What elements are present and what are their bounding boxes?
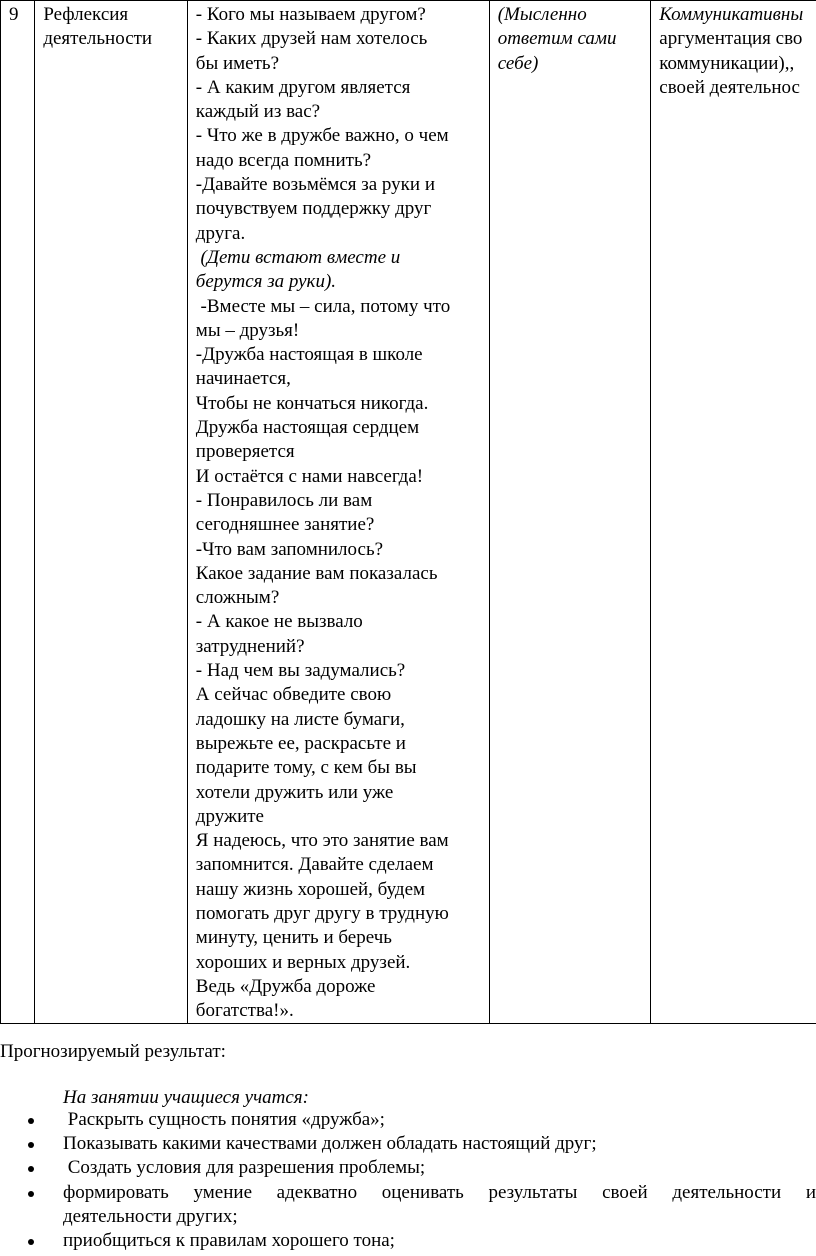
stage-number-cell xyxy=(1,1,35,1024)
teacher-activity-line: -Вместе мы – сила, потому что xyxy=(195,295,451,317)
student-activity-line: (Мысленно xyxy=(497,4,587,25)
bullet-icon xyxy=(28,1166,34,1172)
teacher-activity-line: (Дети встают вместе и xyxy=(195,246,401,268)
teacher-activity-line: - Понравилось ли вам xyxy=(195,489,373,511)
teacher-activity-line: начинается, xyxy=(195,368,291,390)
teacher-activity-line: почувствуем поддержку друг xyxy=(195,198,432,220)
teacher-activity-line: -Дружба настоящая в школе xyxy=(195,344,423,366)
teacher-activity-line: каждый из вас? xyxy=(195,101,321,123)
uud-line: Коммуникативны xyxy=(659,4,804,25)
teacher-activity-line: хотели дружить или уже xyxy=(195,781,394,803)
student-activity-cell xyxy=(489,1,651,1024)
teacher-activity-line: - Над чем вы задумались? xyxy=(195,660,406,682)
teacher-activity-line: ладошку на листе бумаги, xyxy=(195,708,405,730)
teacher-activity-line: хороших и верных друзей. xyxy=(195,951,411,973)
teacher-activity-line: минуту, ценить и беречь xyxy=(195,927,392,949)
teacher-activity-line: затруднений? xyxy=(195,635,305,657)
teacher-activity-line: берутся за руки). xyxy=(195,271,337,293)
student-activity-line: ответим сами xyxy=(497,28,617,50)
teacher-activity-line: -Давайте возьмёмся за руки и xyxy=(195,174,435,196)
result-heading: Прогнозируемый результат: xyxy=(0,1041,226,1062)
list-item xyxy=(0,1181,816,1229)
teacher-activity-cell xyxy=(187,1,489,1024)
teacher-activity-line: сложным? xyxy=(195,587,280,609)
learn-heading: На занятии учащиеся учатся: xyxy=(63,1087,309,1108)
teacher-activity-line: - Каких друзей нам хотелось xyxy=(195,28,428,50)
goal-text: приобщиться к правилам хорошего тона; xyxy=(63,1230,395,1252)
uud-line: своей деятельнос xyxy=(659,76,800,98)
teacher-activity-line: подарите тому, с кем бы вы xyxy=(195,757,417,779)
bullet-icon xyxy=(28,1142,34,1148)
teacher-activity-line: нашу жизнь хорошей, будем xyxy=(195,878,426,900)
teacher-activity-line: друга. xyxy=(195,222,246,244)
bullet-icon xyxy=(28,1239,34,1245)
teacher-activity-line: Какое задание вам показалась xyxy=(195,562,438,584)
goal-text: Раскрыть сущность понятия «дружба»; xyxy=(63,1109,385,1130)
goal-text: Создать условия для разрешения проблемы; xyxy=(63,1157,426,1179)
stage-name-line: деятельности xyxy=(43,28,153,50)
teacher-activity-line: Ведь «Дружба дороже xyxy=(195,975,376,997)
teacher-activity-line: - Что же в дружбе важно, о чем xyxy=(195,125,449,147)
teacher-activity-line: богатства!». xyxy=(195,1000,294,1022)
uud-line: аргументация сво xyxy=(659,28,803,50)
teacher-activity-line: И остаётся с нами навсегда! xyxy=(195,465,424,487)
teacher-activity-line: дружите xyxy=(195,805,264,827)
stage-name-cell xyxy=(35,1,187,1024)
list-item xyxy=(0,1229,816,1253)
list-item xyxy=(0,1132,816,1156)
teacher-activity-line: -Что вам запомнилось? xyxy=(195,538,384,560)
teacher-activity-line: запомнится. Давайте сделаем xyxy=(195,854,434,876)
stage-number: 9 xyxy=(9,4,19,25)
goal-text: Показывать какими качествами должен обладать настоящий друг; xyxy=(63,1133,597,1155)
teacher-activity-line: - А какое не вызвало xyxy=(195,611,363,633)
list-item xyxy=(0,1108,816,1132)
goal-text: деятельности других; xyxy=(63,1205,238,1227)
stage-name-line: Рефлексия xyxy=(43,4,129,25)
teacher-activity-line: мы – друзья! xyxy=(195,319,300,341)
bullet-icon xyxy=(28,1118,34,1124)
table-row xyxy=(1,1,816,1024)
teacher-activity-line: Чтобы не кончаться никогда. xyxy=(195,392,429,414)
bullet-icon xyxy=(28,1191,34,1197)
list-item xyxy=(0,1156,816,1180)
teacher-activity-line: - А каким другом является xyxy=(195,76,411,98)
teacher-activity-line: надо всегда помнить? xyxy=(195,149,372,171)
teacher-activity-line: - Кого мы называем другом? xyxy=(195,4,426,25)
teacher-activity-line: вырежьте ее, раскрасьте и xyxy=(195,732,406,754)
uud-cell xyxy=(651,1,816,1024)
teacher-activity-line: бы иметь? xyxy=(195,52,280,74)
teacher-activity-line: сегодняшнее занятие? xyxy=(195,514,375,536)
teacher-activity-line: Дружба настоящая сердцем xyxy=(195,417,420,439)
teacher-activity-line: А сейчас обведите свою xyxy=(195,684,392,706)
teacher-activity-line: Я надеюсь, что это занятие вам xyxy=(195,830,449,852)
uud-line: коммуникации),, xyxy=(659,52,795,74)
teacher-activity-line: помогать друг другу в трудную xyxy=(195,902,449,924)
goal-text: формировать умение адекватно оценивать результаты своей деятельности и xyxy=(63,1181,816,1203)
student-activity-line: себе) xyxy=(497,52,539,74)
goals-list xyxy=(0,1108,816,1253)
teacher-activity-line: проверяется xyxy=(195,441,295,463)
